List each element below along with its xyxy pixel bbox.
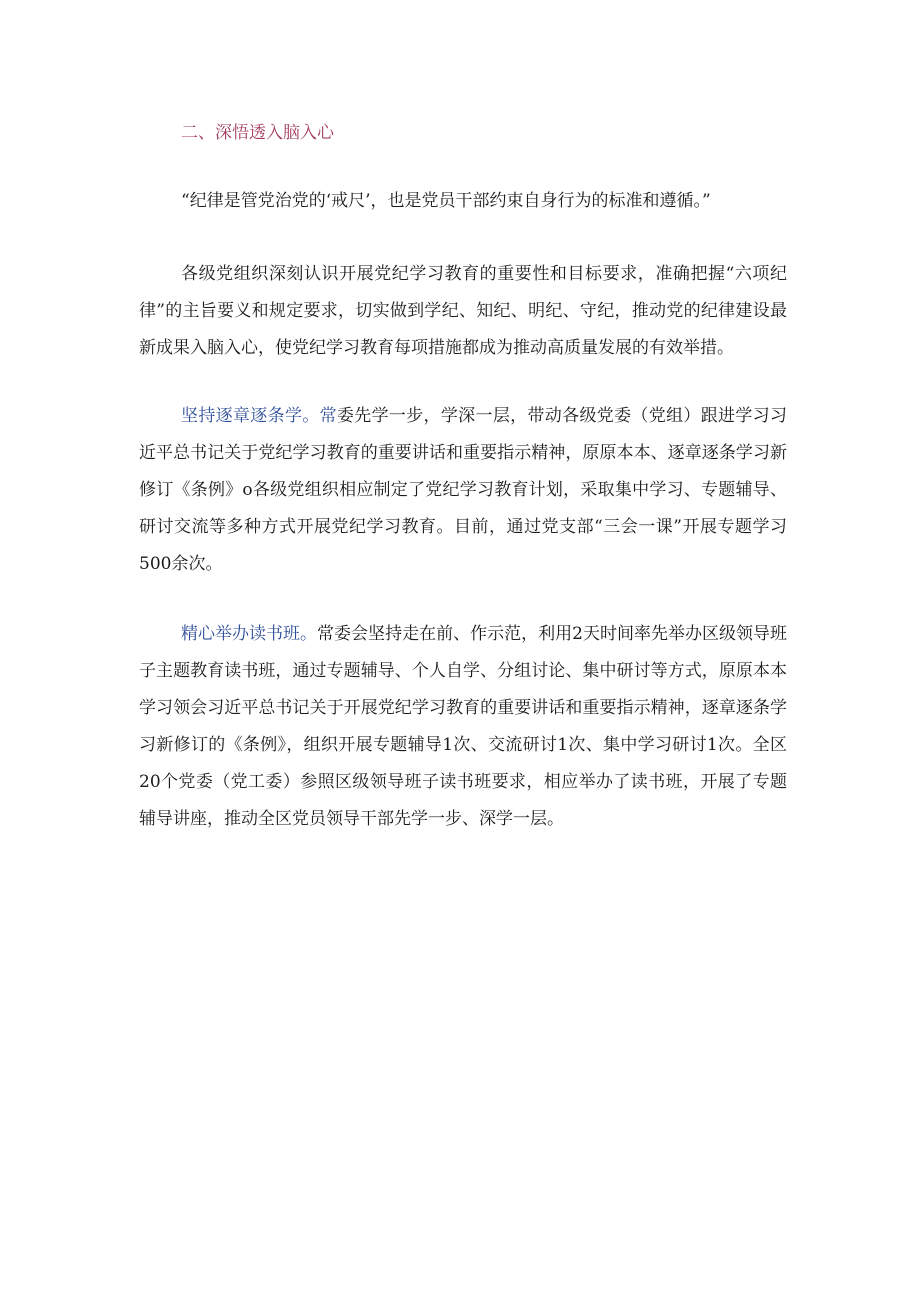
paragraph-lead: 精心举办读书班。: [181, 624, 318, 644]
quote-text: “纪律是管党治党的‘戒尺’，也是党员干部约束自身行为的标准和遵循。”: [181, 191, 711, 211]
paragraph-study-chapter: [139, 398, 787, 583]
paragraph-lead: 坚持逐章逐条学。常: [181, 406, 337, 426]
paragraph-intro: [139, 256, 787, 367]
paragraph-body: 各级党组织深刻认识开展党纪学习教育的重要性和目标要求，准确把握“六项纪律”的主旨要义和规定要求，切实做到学纪、知纪、明纪、守纪，推动党的纪律建设最新成果入脑入心，使党纪学习教育每项措施都成为推动高质量发展的有效举措。: [139, 264, 787, 358]
paragraph-reading-class: [139, 616, 787, 838]
paragraph-body: 常委会坚持走在前、作示范，利用2天时间率先举办区级领导班子主题教育读书班，通过专题辅导、个人自学、分组讨论、集中研讨等方式，原原本本学习领会习近平总书记关于开展党纪学习教育的重要讲话和重要指示精神，逐章逐条学习新修订的《条例》，组织开展专题辅导1次、交流研讨1次、集中学习研讨1次。全区20个党委（党工委）参照区级领导班子读书班要求，相应举办了读书班，开展了专题辅导讲座，推动全区党员领导干部先学一步、深学一层。: [139, 624, 787, 829]
paragraph-body: 委先学一步，学深一层，带动各级党委（党组）跟进学习习近平总书记关于党纪学习教育的重要讲话和重要指示精神，原原本本、逐章逐条学习新修订《条例》o各级党组织相应制定了党纪学习教育计划，采取集中学习、专题辅导、研讨交流等多种方式开展党纪学习教育。目前，通过党支部“三会一课”开展专题学习500余次。: [139, 406, 788, 574]
section-heading: 二、深悟透入脑入心: [181, 123, 334, 143]
